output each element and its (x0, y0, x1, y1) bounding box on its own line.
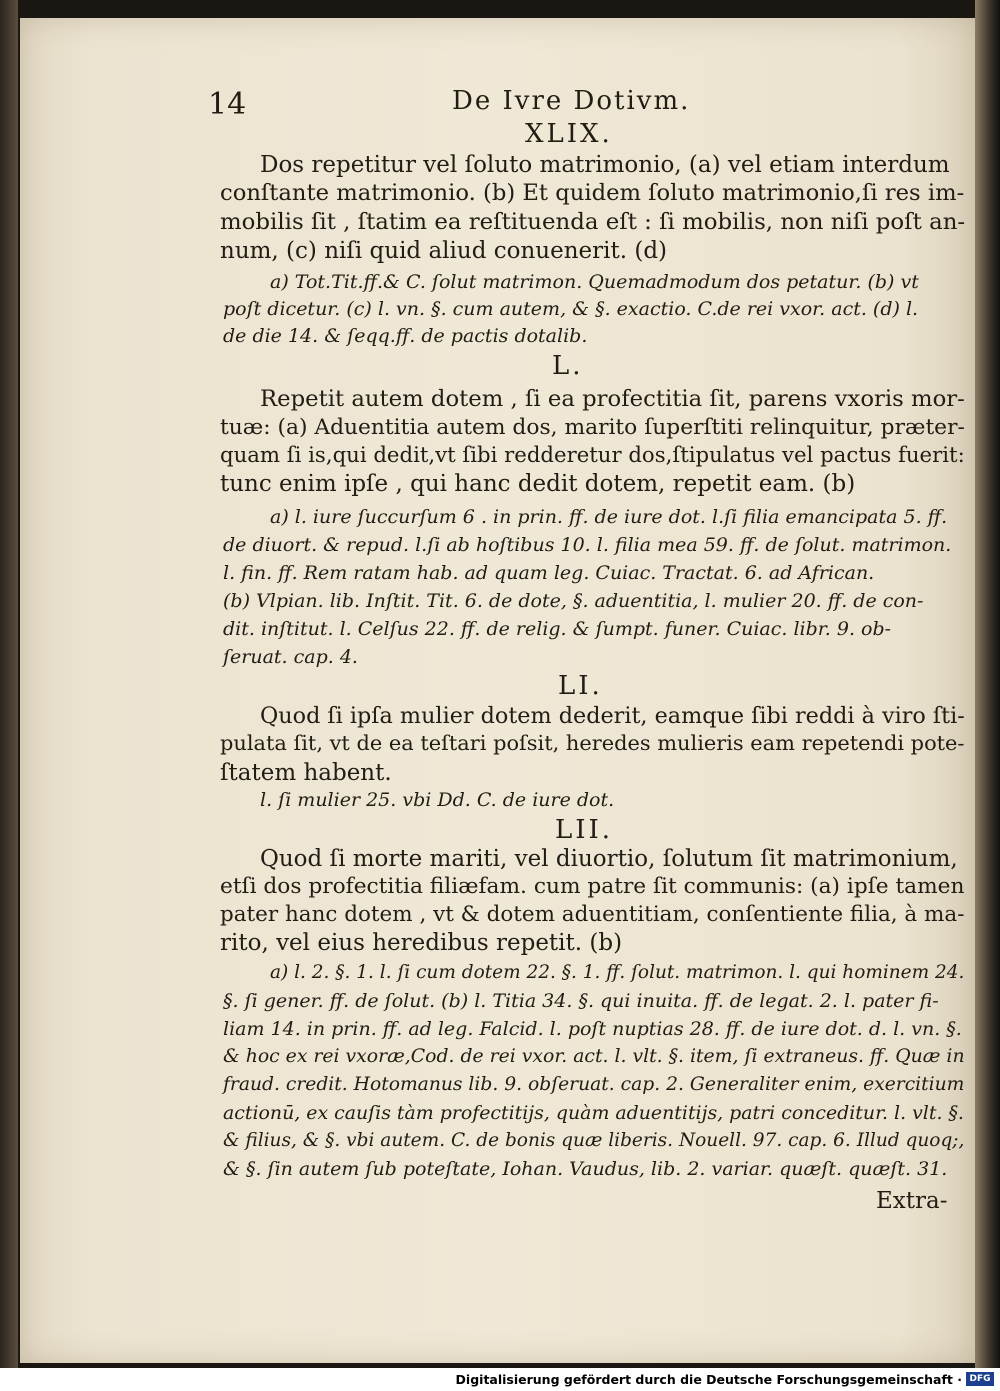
book-edge-left (0, 0, 18, 1368)
footnote-line: l. ſi mulier 25. vbi Dd. C. de iure dot. (260, 789, 615, 811)
footnote-line: l. fin. ff. Rem ratam hab. ad quam leg. Cuiac. Tractat. 6. ad African. (223, 562, 875, 584)
footnote-line: a) l. iure ſuccurſum 6 . in prin. ff. de iure dot. l.ſi filia emancipata 5. ff. (270, 506, 948, 528)
footnote-line: (b) Vlpian. lib. Inſtit. Tit. 6. de dote, §. aduentitia, l. mulier 20. ff. de con- (223, 590, 924, 612)
book-edge-right (975, 0, 1000, 1368)
dfg-logo-icon: DFG (966, 1372, 994, 1386)
page-number: 14 (208, 87, 247, 122)
footnote-line: dit. inſtitut. l. Celſus 22. ff. de relig. & ſumpt. funer. Cuiac. libr. 9. ob- (223, 618, 892, 640)
footnote-line: a) l. 2. §. 1. l. ſi cum dotem 22. §. 1. ff. ſolut. matrimon. l. qui hominem 24. (270, 962, 965, 983)
body-line: Quod ſi ipſa mulier dotem dederit, eamque ſibi reddi à viro ſti- (260, 703, 965, 729)
body-line: tunc enim ipſe , qui hanc dedit dotem, repetit eam. (b) (220, 471, 856, 497)
section-heading: XLIX. (525, 119, 613, 149)
section-heading: LI. (558, 671, 603, 701)
book-page (20, 18, 975, 1363)
footnote-line: liam 14. in prin. ff. ad leg. Falcid. l. poſt nuptias 28. ff. de iure dot. d. l. vn. §. (223, 1018, 962, 1040)
footnote-line: & filius, & §. vbi autem. C. de bonis quæ liberis. Nouell. 97. cap. 6. Illud quoq;, (223, 1130, 965, 1151)
body-line: Repetit autem dotem , ſi ea profectitia ſit, parens vxoris mor- (260, 386, 965, 412)
section-heading: L. (552, 351, 584, 381)
body-line: mobilis ſit , ſtatim ea reſtituenda eſt : ſi mobilis, non niſi poſt an- (220, 209, 966, 235)
body-line: ſtatem habent. (220, 760, 392, 786)
body-line: Quod ſi morte mariti, vel diuortio, ſolutum ſit matrimonium, (260, 846, 958, 872)
footnote-line: actionū, ex cauſis tàm profectitijs, quàm aduentitijs, patri conceditur. l. vlt. §. (223, 1102, 964, 1124)
footnote-line: a) Tot.Tit.ff.& C. ſolut matrimon. Quemadmodum dos petatur. (b) vt (270, 271, 919, 293)
catchword: Extra- (876, 1188, 948, 1214)
body-line: num, (c) niſi quid aliud conuenerit. (d) (220, 238, 668, 264)
section-heading: LII. (555, 815, 614, 845)
running-title: De Ivre Dotivm. (452, 86, 691, 116)
footnote-line: de die 14. & ſeqq.ff. de pactis dotalib. (223, 325, 588, 347)
funding-credit: Digitalisierung gefördert durch die Deutsche Forschungsgemeinschaft · (455, 1372, 962, 1387)
body-line: Dos repetitur vel ſoluto matrimonio, (a) vel etiam interdum (260, 152, 950, 178)
footnote-line: de diuort. & repud. l.ſi ab hoſtibus 10. l. filia mea 59. ff. de ſolut. matrimon. (223, 534, 952, 556)
footnote-line: & §. ſin autem ſub poteſtate, Iohan. Vaudus, lib. 2. variar. quæſt. quæſt. 31. (223, 1158, 948, 1180)
footnote-line: ſeruat. cap. 4. (223, 646, 358, 668)
body-line: conſtante matrimonio. (b) Et quidem ſoluto matrimonio,ſi res im- (220, 180, 965, 206)
body-line: pulata ſit, vt de ea teſtari poſsit, heredes mulieris eam repetendi pote- (220, 731, 965, 755)
footnote-line: fraud. credit. Hotomanus lib. 9. obſeruat. cap. 2. Generaliter enim, exercitium (223, 1074, 965, 1095)
footnote-line: §. ſi gener. ff. de ſolut. (b) l. Titia 34. §. qui inuita. ff. de legat. 2. l. pater fi- (223, 990, 939, 1012)
footnote-line: & hoc ex rei vxoræ,Cod. de rei vxor. act. l. vlt. §. item, ſi extraneus. ff. Quæ in (223, 1046, 965, 1067)
digitization-footer (0, 1368, 1000, 1391)
body-line: quam ſi is,qui dedit,vt ſibi redderetur dos,ſtipulatus vel pactus fuerit: (220, 443, 965, 468)
footnote-line: poſt dicetur. (c) l. vn. §. cum autem, & §. exactio. C.de rei vxor. act. (d) l. (223, 298, 919, 320)
body-line: tuæ: (a) Aduentitia autem dos, marito ſuperſtiti relinquitur, præter- (220, 415, 965, 440)
body-line: etſi dos profectitia filiæfam. cum patre ſit communis: (a) ipſe tamen (220, 874, 965, 899)
body-line: pater hanc dotem , vt & dotem aduentitiam, conſentiente filia, à ma- (220, 902, 965, 927)
body-line: rito, vel eius heredibus repetit. (b) (220, 930, 623, 956)
